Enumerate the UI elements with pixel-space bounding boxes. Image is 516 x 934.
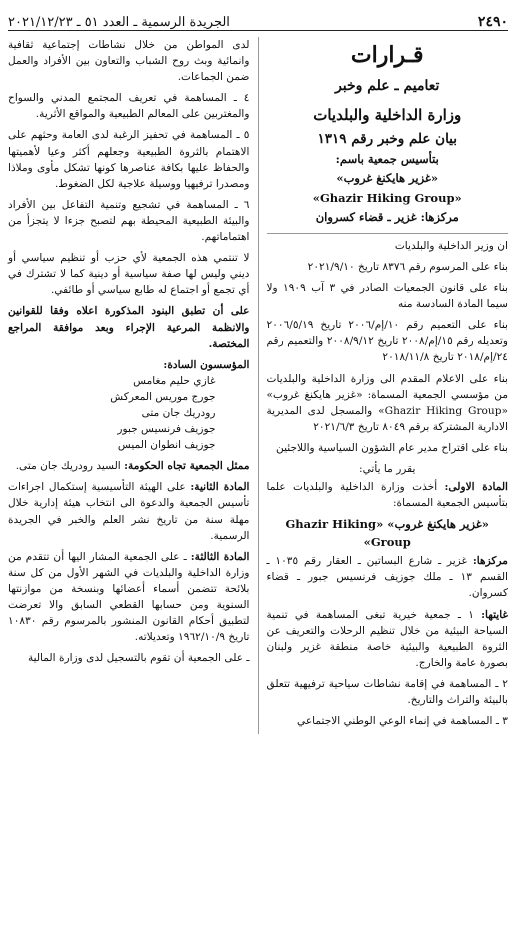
- hq-text: غزير ـ شارع البساتين ـ العقار رقم ١٠٣٥ ـ القسم ١٣ ـ ملك جوزيف فرنسيس جبور ـ قضاء كسروان.: [266, 555, 509, 600]
- paragraph: لا تنتمي هذه الجمعية لأي حزب أو تنظيم سياسي أو ديني وليس لها صفة سياسية أو دينية كما لا تشترك في أي تجمع أو اجتماع له طابع سياسي أو طائفي.: [8, 252, 250, 297]
- rep-text: السيد رودريك جان متى.: [15, 460, 121, 473]
- article-1-name: «غزير هايكنغ غروب» «Ghazir Hiking Group»: [285, 517, 489, 549]
- divider: [267, 233, 509, 234]
- assoc-name-ar: «غزير هايكنغ غروب»: [336, 171, 439, 186]
- assoc-intro: بتأسيس جمعية باسم:: [335, 152, 439, 167]
- paragraph: ٥ ـ المساهمة في تحفيز الرغبة لدى العامة وحثهم على الاهتمام بالثروة الطبيعية وجعلهم أكثر وعيا لأهميتها والحفاظ عليها بكافة عناصرها كونها تشكل مأوى وملاذا ومصدرا ترفيهيا ووسيلة علاجية لكل الضغوط.: [8, 129, 250, 190]
- hq-address: [267, 553, 509, 601]
- conditions-paragraph: على أن تطبق البنود المذكورة اعلاه وفقا للقوانين والانظمة المرعية الإجراء وبعد موافقة المراجع المختصة.: [8, 305, 250, 350]
- article-text: أخذت وزارة الداخلية والبلديات علما بتأسيس الجمعية المسماة:: [266, 481, 508, 510]
- founder-item: رودريك جان متى: [141, 406, 216, 419]
- founder-item: جوزيف انطوان الميس: [117, 439, 216, 452]
- goal-3: ٣ ـ المساهمة في إنماء الوعي الوطني الاجتماعي: [297, 715, 508, 728]
- paragraph: بناء على قانون الجمعيات الصادر في ٣ آب ١٩٠٩ ولا سيما المادة السادسة منه: [266, 282, 508, 311]
- paragraph: ان وزير الداخلية والبلديات: [394, 239, 508, 252]
- page-number: ٢٤٩٠: [477, 14, 508, 30]
- paragraph: بناء على المرسوم رقم ٨٣٧٦ تاريخ ٢٠٢١/٩/١٠: [307, 260, 508, 273]
- article-3: [8, 549, 250, 646]
- assoc-hq: مركزها: غزير ـ قضاء كسروان: [315, 210, 459, 225]
- rep-label: ممثل الجمعية تجاه الحكومة:: [124, 460, 250, 473]
- section-title: قـرارات: [350, 42, 424, 68]
- goals-text: ١ ـ جمعية خيرية تبغى المساهمة في تنمية السياحة البيئية من خلال تنظيم الرحلات والتعريف عن الثروة الطبيعية والبيئية خاصة منطقة غزير ولبنان بصورة عامة والخارج.: [266, 608, 508, 669]
- article-label: المادة الثالثة:: [190, 550, 250, 563]
- assoc-name-en: «Ghazir Hiking Group»: [312, 190, 462, 205]
- gazette-issue: الجريدة الرسمية ـ العدد ٥١ ـ ٢٠٢١/١٢/٢٣: [8, 15, 230, 30]
- ministry-title: وزارة الداخلية والبلديات: [313, 105, 462, 124]
- founders-list: [8, 373, 250, 453]
- article-1: [267, 479, 509, 511]
- representative: [8, 458, 250, 474]
- page-header: [8, 6, 508, 31]
- paragraph: بناء على اقتراح مدير عام الشؤون السياسية واللاجئين: [276, 441, 508, 454]
- left-column: [8, 37, 258, 734]
- founder-item: جوزيف فرنسيس جبور: [117, 423, 216, 436]
- paragraph: ـ على الجمعية أن تقوم بالتسجيل لدى وزارة المالية: [27, 652, 250, 665]
- founder-item: غازي حليم مغامس: [133, 374, 216, 387]
- article-label: المادة الثانية:: [190, 481, 250, 494]
- founders-label: المؤسسون السادة:: [163, 358, 250, 371]
- goal-2: ٢ ـ المساهمة في إقامة نشاطات سياحية ترفيهية تتعلق بالبيئة والتراث والتاريخ.: [266, 677, 508, 706]
- right-column: [258, 37, 509, 734]
- founder-item: جورج موريس المعركش: [110, 390, 216, 403]
- paragraph: بناء على الاعلام المقدم الى وزارة الداخلية والبلديات من مؤسسي الجمعية المسماة: «غزير هايكنغ غروب» «Ghazir Hiking Group» والمسجل لدى المديرية الادارية المشتركة برقم ٨٠٤٩ تاريخ ٢٠٢١/٦/٣: [266, 372, 508, 433]
- columns: [8, 37, 508, 734]
- article-text: ـ على الجمعية المشار اليها أن تتقدم من وزارة الداخلية والبلديات في الشهر الأول من كل سنة بلائحة تتضمن أسماء أعضائها وبنسخة من موازنتها السنوية ومن حسابها القطعي السابق والا تعرضت لتطبيق أحكام القانون المنشور بالمرسوم رقم ١٠٨٣٠ تاريخ ١٩٦٢/١٠/٩ وتعديلاته.: [8, 550, 250, 644]
- article-2: [8, 479, 250, 543]
- paragraph: بناء على التعميم رقم ١٠/إم/٢٠٠٦ تاريخ ٢٠٠٦/٥/١٩ وتعديله رقم ١٥/إم/٢٠٠٨ تاريخ ٢٠٠٨/٩/١٢ والتعميم رقم ٢٤/إم/٢٠١٨ تاريخ ٢٠١٨/١١/٨: [266, 319, 508, 364]
- paragraph: لدى المواطن من خلال نشاطات إجتماعية ثقافية وانمائية وبث روح الشباب والتعاون بين الأفراد والعمل ضمن الجماعات.: [8, 39, 250, 84]
- hq-label: مركزها:: [472, 555, 508, 568]
- paragraph: ٤ ـ المساهمة في تعريف المجتمع المدني والسواح والمغتربين على المعالم الطبيعية والمواقع الأثرية.: [8, 92, 250, 121]
- decides-line: يقرر ما يأتي:: [359, 463, 416, 476]
- section-subtitle: تعاميم ـ علم وخبر: [335, 78, 440, 95]
- statement-number: بيان علم وخبر رقم ١٣١٩: [317, 130, 458, 147]
- paragraph: ٦ ـ المساهمة في تشجيع وتنمية التفاعل بين الأفراد والبيئة الطبيعية المحيطة بهم لتصبح جزءا لا يتجزأ من اهتماماتهم.: [8, 198, 250, 244]
- article-label: المادة الاولى:: [444, 481, 508, 494]
- article-text: على الهيئة التأسيسية إستكمال اجراءات تأسيس الجمعية والدعوة الى انتخاب هيئة إدارية خلال مهلة سنة من تاريخ نشر العلم والخبر في الجريدة الرسمية.: [8, 481, 250, 542]
- goals-label: غايتها:: [481, 608, 509, 621]
- goals: [267, 607, 509, 671]
